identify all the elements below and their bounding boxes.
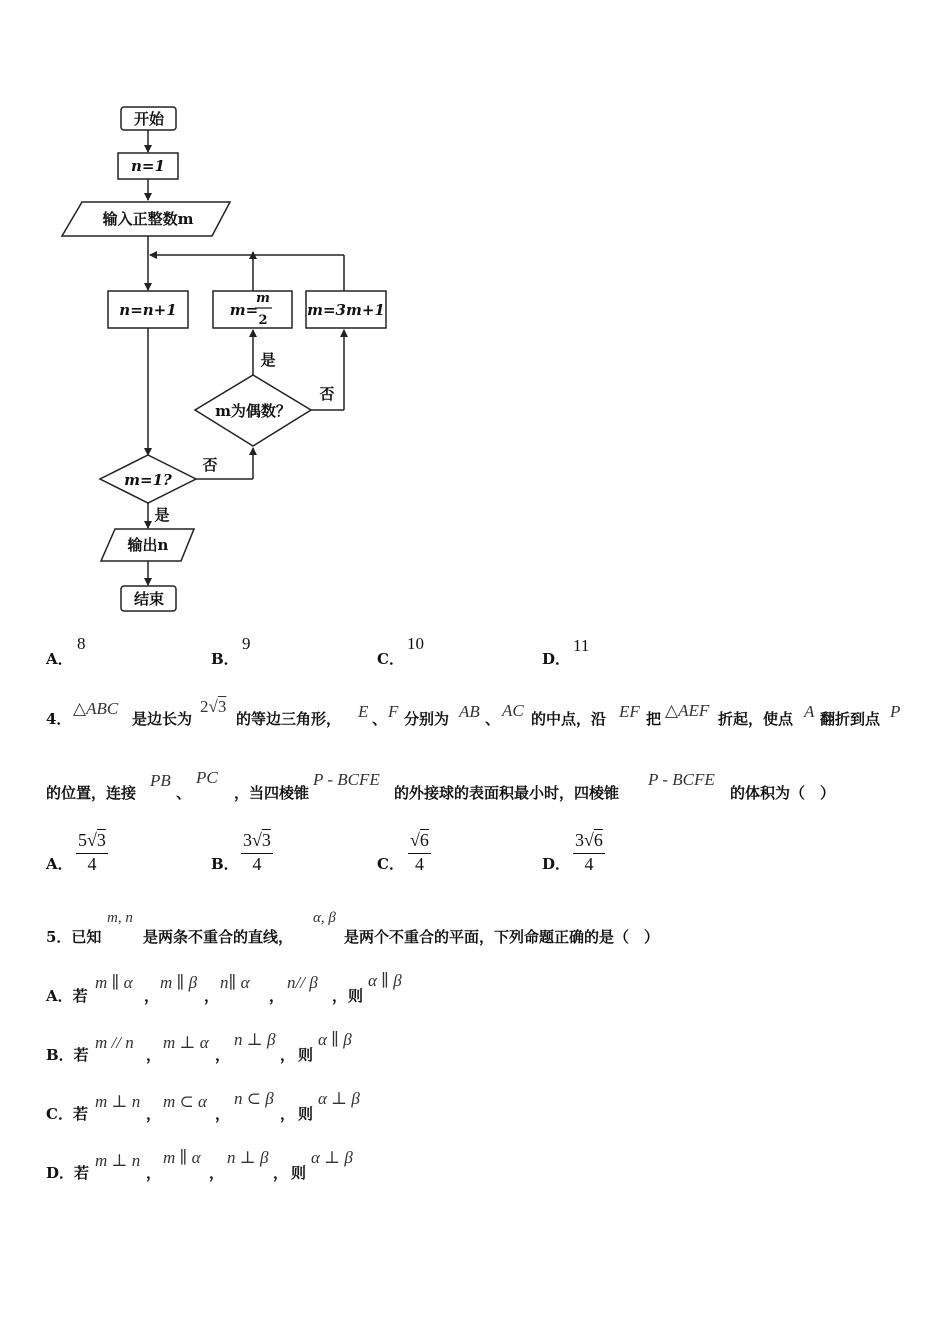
q5-c-cond-2: m ⊂ α [163, 1092, 207, 1111]
q5-a-comma-3: ， [269, 987, 285, 1005]
one-no-label: 否 [202, 456, 218, 474]
q5-a-cond-4: n// β [287, 973, 318, 992]
q5-c-cond-1: m ⊥ n [95, 1092, 141, 1111]
q4-option-b-label: B． [211, 855, 239, 873]
q5-b-cond-1: m // n [95, 1033, 134, 1052]
q5-number: 5．已知 [46, 928, 102, 946]
q3-option-d-value: 11 [573, 636, 590, 655]
q4-sep-2: 、 [485, 710, 501, 728]
q3-option-d-label: D． [542, 650, 571, 668]
q5-c-then: 则 [298, 1105, 314, 1123]
q5-option-d-label: D．若 [46, 1164, 90, 1182]
q4-point-f: F [388, 702, 399, 721]
q4-option-c-fraction: √6 4 [410, 830, 429, 874]
q5-planes-ab: α, β [313, 910, 336, 926]
q4-point-p: P [890, 702, 901, 721]
q4-option-a-fraction: 5√3 4 [78, 830, 106, 874]
init-label: n=1 [131, 157, 165, 175]
q4-triangle-abc: △ABC [73, 699, 119, 718]
q5-d-comma-2: ， [209, 1164, 225, 1182]
q4-line2-a: 的位置，连接 [46, 784, 137, 802]
even-yes-label: 是 [260, 351, 276, 369]
q5-text-2: 是两个不重合的平面，下列命题正确的是（ ） [344, 928, 660, 946]
q5-d-comma-3: ， [273, 1164, 289, 1182]
q5-a-then: 则 [348, 987, 364, 1005]
q5-c-result: α ⊥ β [318, 1089, 360, 1108]
one-yes-label: 是 [154, 506, 170, 524]
q5-b-comma-2: ， [215, 1046, 231, 1064]
q3-option-a-value: 8 [77, 634, 86, 653]
q5-c-comma-3: ， [280, 1105, 296, 1123]
q5-option-b-label: B．若 [46, 1046, 89, 1064]
q4-option-a-label: A． [46, 855, 73, 873]
q4-text-6: 折起，使点 [718, 710, 794, 728]
even-label: m为偶数？ [215, 402, 291, 420]
q5-b-comma-1: ， [146, 1046, 162, 1064]
q4-pyramid-2: P - BCFE [648, 770, 715, 789]
start-label: 开始 [133, 110, 165, 128]
q5-d-result: α ⊥ β [311, 1148, 353, 1167]
q4-segment-ef: EF [619, 702, 640, 721]
q4-point-e: E [358, 702, 369, 721]
q5-option-c-label: C．若 [46, 1105, 88, 1123]
q3-option-b-label: B． [211, 650, 239, 668]
q4-pyramid-1: P - BCFE [313, 770, 380, 789]
q5-a-cond-2: m ∥ β [160, 973, 198, 992]
one-label: m=1? [124, 471, 172, 489]
q4-segment-pb: PB [150, 771, 171, 790]
q5-lines-mn: m, n [107, 910, 133, 926]
q3-option-c-value: 10 [407, 634, 424, 653]
q4-line2-c: 的外接球的表面积最小时，四棱锥 [394, 784, 620, 802]
q4-side-length: 2√3 [200, 697, 227, 716]
q4-sep-3: 、 [176, 784, 192, 802]
q4-text-5: 把 [646, 710, 662, 728]
half-label: m= [229, 301, 259, 319]
input-label: 输入正整数m [102, 210, 194, 228]
q5-a-cond-1: m ∥ α [95, 973, 133, 992]
q4-text-1: 是边长为 [132, 710, 193, 728]
q5-b-cond-2: m ⊥ α [163, 1033, 209, 1052]
q4-option-d-fraction: 3√6 4 [575, 830, 603, 874]
q4-point-a: A [804, 702, 815, 721]
q4-sep-1: 、 [372, 710, 388, 728]
q5-a-result: α ∥ β [368, 971, 402, 990]
q4-text-2: 的等边三角形， [236, 710, 342, 728]
half-denominator: 2 [258, 313, 268, 328]
q5-b-cond-3: n ⊥ β [234, 1030, 276, 1049]
even-no-label: 否 [319, 385, 335, 403]
q4-segment-ac: AC [502, 701, 524, 720]
q4-triangle-aef: △AEF [665, 701, 710, 720]
q4-number: 4． [46, 710, 72, 728]
q5-a-comma-2: ， [204, 987, 220, 1005]
end-label: 结束 [133, 590, 165, 608]
q4-text-4: 的中点，沿 [531, 710, 607, 728]
increment-label: n=n+1 [119, 301, 177, 319]
q5-c-comma-2: ， [215, 1105, 231, 1123]
output-label: 输出n [127, 536, 169, 554]
q5-text-1: 是两条不重合的直线， [143, 928, 294, 946]
q3-option-b-value: 9 [242, 634, 251, 653]
q5-a-comma-1: ， [144, 987, 160, 1005]
q5-a-comma-4: ， [332, 987, 348, 1005]
q5-d-then: 则 [291, 1164, 307, 1182]
q5-c-cond-3: n ⊂ β [234, 1089, 274, 1108]
q4-line2-b: ，当四棱锥 [234, 784, 310, 802]
q4-line2-d: 的体积为（ ） [730, 784, 836, 802]
q4-option-c-label: C． [377, 855, 404, 873]
q4-segment-pc: PC [196, 768, 218, 787]
q5-d-cond-2: m ∥ α [163, 1148, 201, 1167]
q5-d-comma-1: ， [146, 1164, 162, 1182]
half-numerator: m [256, 291, 270, 306]
q4-text-7: 翻折到点 [820, 710, 881, 728]
q5-a-cond-3: n∥ α [220, 973, 250, 992]
q5-d-cond-1: m ⊥ n [95, 1151, 141, 1170]
q4-text-3: 分别为 [404, 710, 450, 728]
q4-option-b-fraction: 3√3 4 [243, 830, 271, 874]
q5-b-comma-3: ， [280, 1046, 296, 1064]
q4-option-d-label: D． [542, 855, 571, 873]
q3-option-a-label: A． [46, 650, 73, 668]
q3-option-c-label: C． [377, 650, 404, 668]
q5-b-then: 则 [298, 1046, 314, 1064]
q5-option-a-label: A．若 [46, 987, 88, 1005]
q5-c-comma-1: ， [146, 1105, 162, 1123]
q4-segment-ab: AB [459, 702, 480, 721]
triple-label: m=3m+1 [307, 301, 385, 319]
q5-d-cond-3: n ⊥ β [227, 1148, 269, 1167]
flowchart [0, 0, 450, 630]
q5-b-result: α ∥ β [318, 1030, 352, 1049]
